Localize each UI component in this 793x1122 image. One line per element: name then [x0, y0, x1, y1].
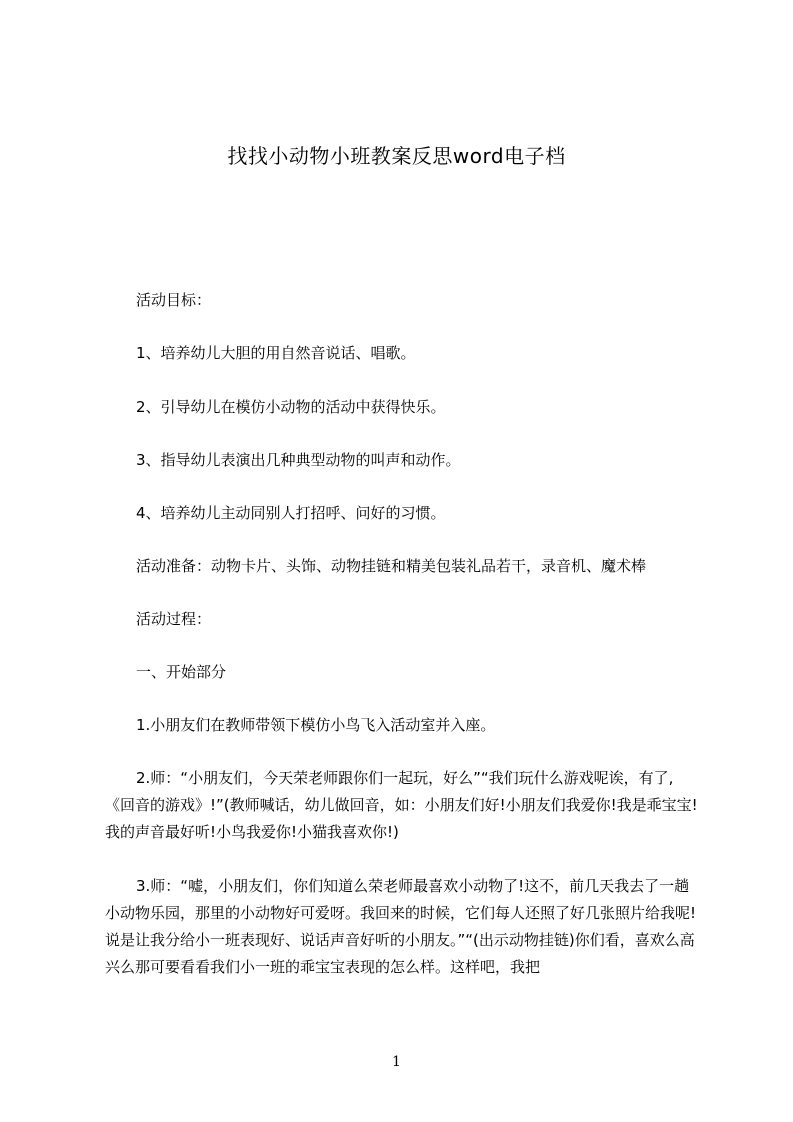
section-heading-goals: 活动目标： [136, 291, 212, 309]
preparation-paragraph: 活动准备：动物卡片、头饰、动物挂链和精美包装礼品若干，录音机、魔术棒 [136, 557, 647, 575]
goal-item-1: 1、培养幼儿大胆的用自然音说话、唱歌。 [136, 344, 416, 362]
page-number: 1 [392, 1054, 401, 1070]
goal-item-3: 3、指导幼儿表演出几种典型动物的叫声和动作。 [136, 451, 461, 469]
section-heading-process: 活动过程： [136, 610, 212, 628]
section-heading-part-one: 一、开始部分 [136, 663, 227, 681]
document-title: 找找小动物小班教案反思word电子档 [227, 144, 566, 168]
process-step-3: 3.师：“嘘，小朋友们，你们知道么荣老师最喜欢小动物了!这不，前几天我去了一趟小动物乐园，那里的小动物好可爱呀。我回来的时候，它们每人还照了好几张照片给我呢!说是让我分给小一班表现好、说话声音好听的小朋友。”“(出示动物挂链)你们看，喜欢么高兴么那可要看看我们小一班的乖宝宝表现的怎么样。这样吧，我把 [105, 877, 697, 976]
process-step-2: 2.师：“小朋友们，今天荣老师跟你们一起玩，好么”“我们玩什么游戏呢诶，有了,《回音的游戏》!”(教师喊话，幼儿做回音，如：小朋友们好!小朋友们我爱你!我是乖宝宝!我的声音最好听!小鸟我爱你!小猫我喜欢你!) [105, 769, 698, 841]
process-step-1: 1.小朋友们在教师带领下模仿小鸟飞入活动室并入座。 [136, 716, 496, 734]
goal-item-2: 2、引导幼儿在模仿小动物的活动中获得快乐。 [136, 398, 446, 416]
goal-item-4: 4、培养幼儿主动同别人打招呼、问好的习惯。 [136, 504, 446, 522]
